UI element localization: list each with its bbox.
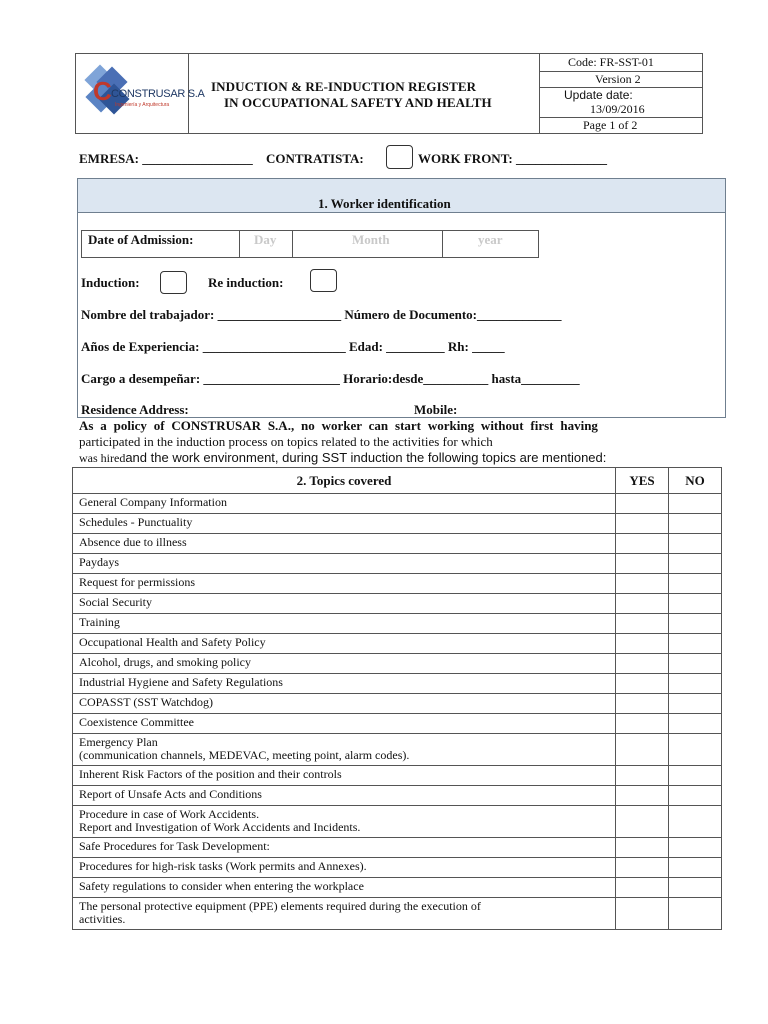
yes-checkbox-cell[interactable] <box>616 634 669 654</box>
topic-text: Report of Unsafe Acts and Conditions <box>79 787 262 801</box>
logo-text: CONSTRUSAR S.A <box>111 88 205 100</box>
document-header <box>75 53 703 134</box>
day-field[interactable]: Day <box>254 232 277 247</box>
topic-text: Absence due to illness <box>79 535 187 549</box>
table-row <box>73 494 722 514</box>
topic-cell <box>73 806 616 838</box>
worker-name-document-row[interactable]: Nombre del trabajador: ___________________ Número de Documento:_____________ <box>81 307 562 322</box>
table-row <box>73 878 722 898</box>
topic-text: Safety regulations to consider when entering the workplace <box>79 879 364 893</box>
topic-cell <box>73 494 616 514</box>
section1-title: 1. Worker identification <box>318 196 451 211</box>
table-row <box>73 594 722 614</box>
topic-text: Occupational Health and Safety Policy <box>79 635 266 649</box>
version-cell <box>540 72 702 88</box>
yes-checkbox-cell[interactable] <box>616 494 669 514</box>
topic-text: Coexistence Committee <box>79 715 194 729</box>
topic-text: (communication channels, MEDEVAC, meeting point, alarm codes). <box>79 748 410 762</box>
topics-table <box>72 467 722 930</box>
year-field[interactable]: year <box>478 232 503 247</box>
topic-text: Emergency Plan <box>79 735 158 749</box>
no-checkbox-cell[interactable] <box>669 494 722 514</box>
topic-text: Schedules - Punctuality <box>79 515 193 529</box>
yes-checkbox-cell[interactable] <box>616 786 669 806</box>
topic-text: Training <box>79 615 120 629</box>
code-cell <box>540 54 702 72</box>
topic-cell <box>73 858 616 878</box>
topic-text: The personal protective equipment (PPE) elements required during the execution of <box>79 899 481 913</box>
topic-text: Report and Investigation of Work Accidents and Incidents. <box>79 820 361 834</box>
no-checkbox-cell[interactable] <box>669 574 722 594</box>
table-row <box>73 806 722 838</box>
topic-cell <box>73 594 616 614</box>
no-checkbox-cell[interactable] <box>669 514 722 534</box>
policy-line-3 <box>79 449 606 467</box>
table-row <box>73 858 722 878</box>
document-version: Version 2 <box>595 72 641 86</box>
page-number: Page 1 of 2 <box>583 118 638 132</box>
yes-checkbox-cell[interactable] <box>616 614 669 634</box>
topic-text: COPASST (SST Watchdog) <box>79 695 213 709</box>
document-title-line2: IN OCCUPATIONAL SAFETY AND HEALTH <box>224 95 492 110</box>
topic-text: activities. <box>79 912 126 926</box>
no-checkbox-cell[interactable] <box>669 554 722 574</box>
yes-checkbox-cell[interactable] <box>616 534 669 554</box>
table-row <box>73 766 722 786</box>
topics-body <box>73 494 722 930</box>
topic-cell <box>73 878 616 898</box>
topic-cell <box>73 634 616 654</box>
contratista-checkbox[interactable] <box>386 145 413 169</box>
table-row <box>73 634 722 654</box>
table-row <box>73 838 722 858</box>
title-cell <box>189 54 540 133</box>
topic-text: Industrial Hygiene and Safety Regulations <box>79 675 283 689</box>
topic-text: Request for permissions <box>79 575 195 589</box>
table-row <box>73 898 722 930</box>
table-row <box>73 534 722 554</box>
table-row <box>73 714 722 734</box>
no-checkbox-cell[interactable] <box>669 634 722 654</box>
table-row <box>73 694 722 714</box>
table-row <box>73 734 722 766</box>
policy-line-3a: was hired <box>79 451 126 465</box>
yes-column-header: YES <box>616 468 669 494</box>
topic-cell <box>73 514 616 534</box>
page-cell <box>540 118 702 133</box>
no-checkbox-cell[interactable] <box>669 594 722 614</box>
topic-cell <box>73 654 616 674</box>
yes-checkbox-cell[interactable] <box>616 714 669 734</box>
yes-checkbox-cell[interactable] <box>616 694 669 714</box>
yes-checkbox-cell[interactable] <box>616 806 669 838</box>
no-checkbox-cell[interactable] <box>669 614 722 634</box>
re-induction-label: Re induction: <box>208 275 284 290</box>
topic-cell <box>73 534 616 554</box>
worker-identification-section <box>77 178 726 418</box>
update-date-value: 13/09/2016 <box>590 102 645 116</box>
topic-cell <box>73 554 616 574</box>
no-checkbox-cell[interactable] <box>669 806 722 838</box>
no-checkbox-cell[interactable] <box>669 838 722 858</box>
logo-cell <box>76 54 205 133</box>
topics-title: 2. Topics covered <box>73 468 616 494</box>
yes-checkbox-cell[interactable] <box>616 674 669 694</box>
table-row <box>73 614 722 634</box>
topic-cell <box>73 574 616 594</box>
topic-text: Social Security <box>79 595 152 609</box>
table-row <box>73 514 722 534</box>
empresa-field[interactable]: EMRESA: _________________ <box>79 151 253 166</box>
contratista-label: CONTRATISTA: <box>266 151 364 166</box>
topic-cell <box>73 786 616 806</box>
topic-text: Procedure in case of Work Accidents. <box>79 807 260 821</box>
date-of-admission-table <box>81 230 539 258</box>
no-checkbox-cell[interactable] <box>669 786 722 806</box>
table-row <box>73 786 722 806</box>
no-checkbox-cell[interactable] <box>669 714 722 734</box>
topic-cell <box>73 674 616 694</box>
residence-address-label[interactable]: Residence Address: <box>81 402 189 417</box>
date-of-admission-label: Date of Admission: <box>88 232 194 247</box>
month-field[interactable]: Month <box>352 232 390 247</box>
no-checkbox-cell[interactable] <box>669 858 722 878</box>
no-checkbox-cell[interactable] <box>669 674 722 694</box>
yes-checkbox-cell[interactable] <box>616 838 669 858</box>
yes-checkbox-cell[interactable] <box>616 858 669 878</box>
topics-header-row <box>73 468 722 494</box>
yes-checkbox-cell[interactable] <box>616 654 669 674</box>
topic-text: Procedures for high-risk tasks (Work permits and Annexes). <box>79 859 367 873</box>
policy-line-1: As a policy of CONSTRUSAR S.A., no worker can start working without first having <box>79 418 598 433</box>
section1-header <box>78 179 725 213</box>
position-schedule-row[interactable]: Cargo a desempeñar: _____________________ Horario:desde__________ hasta_________ <box>81 371 580 386</box>
no-column-header: NO <box>669 468 722 494</box>
yes-checkbox-cell[interactable] <box>616 898 669 930</box>
no-checkbox-cell[interactable] <box>669 734 722 766</box>
table-row <box>73 674 722 694</box>
topic-text: General Company Information <box>79 495 227 509</box>
policy-line-3b: and the work environment, during SST induction the following topics are mentioned: <box>125 450 607 465</box>
topic-text: Paydays <box>79 555 119 569</box>
yes-checkbox-cell[interactable] <box>616 734 669 766</box>
logo-subtext: Ingeniería y Arquitectura <box>115 102 170 108</box>
yes-checkbox-cell[interactable] <box>616 594 669 614</box>
yes-checkbox-cell[interactable] <box>616 766 669 786</box>
topic-text: Alcohol, drugs, and smoking policy <box>79 655 251 669</box>
work-front-field[interactable]: WORK FRONT: ______________ <box>418 151 607 166</box>
topic-cell <box>73 838 616 858</box>
yes-checkbox-cell[interactable] <box>616 878 669 898</box>
topic-cell <box>73 734 616 766</box>
document-title-line1: INDUCTION & RE-INDUCTION REGISTER <box>211 79 477 94</box>
no-checkbox-cell[interactable] <box>669 654 722 674</box>
experience-age-rh-row[interactable]: Años de Experiencia: ______________________ Edad: _________ Rh: _____ <box>81 339 505 354</box>
document-code: Code: FR-SST-01 <box>568 55 654 69</box>
topic-cell <box>73 694 616 714</box>
company-logo: C CONSTRUSAR S.A Ingeniería y Arquitectura <box>81 66 185 122</box>
policy-line-2: participated in the induction process on topics related to the activities for which <box>79 434 493 449</box>
topic-text: Safe Procedures for Task Development: <box>79 839 270 853</box>
yes-checkbox-cell[interactable] <box>616 514 669 534</box>
table-row <box>73 554 722 574</box>
topic-cell <box>73 898 616 930</box>
yes-checkbox-cell[interactable] <box>616 554 669 574</box>
no-checkbox-cell[interactable] <box>669 534 722 554</box>
no-checkbox-cell[interactable] <box>669 878 722 898</box>
yes-checkbox-cell[interactable] <box>616 574 669 594</box>
table-row <box>73 654 722 674</box>
table-row <box>73 574 722 594</box>
no-checkbox-cell[interactable] <box>669 898 722 930</box>
update-date-label: Update date: <box>564 88 633 102</box>
update-date-cell <box>540 88 702 118</box>
mobile-label[interactable]: Mobile: <box>414 402 458 417</box>
topic-cell <box>73 714 616 734</box>
induction-checkbox[interactable] <box>160 271 187 294</box>
topic-text: Inherent Risk Factors of the position and their controls <box>79 767 342 781</box>
induction-label: Induction: <box>81 275 140 290</box>
no-checkbox-cell[interactable] <box>669 694 722 714</box>
topic-cell <box>73 766 616 786</box>
re-induction-checkbox[interactable] <box>310 269 337 292</box>
topic-cell <box>73 614 616 634</box>
no-checkbox-cell[interactable] <box>669 766 722 786</box>
